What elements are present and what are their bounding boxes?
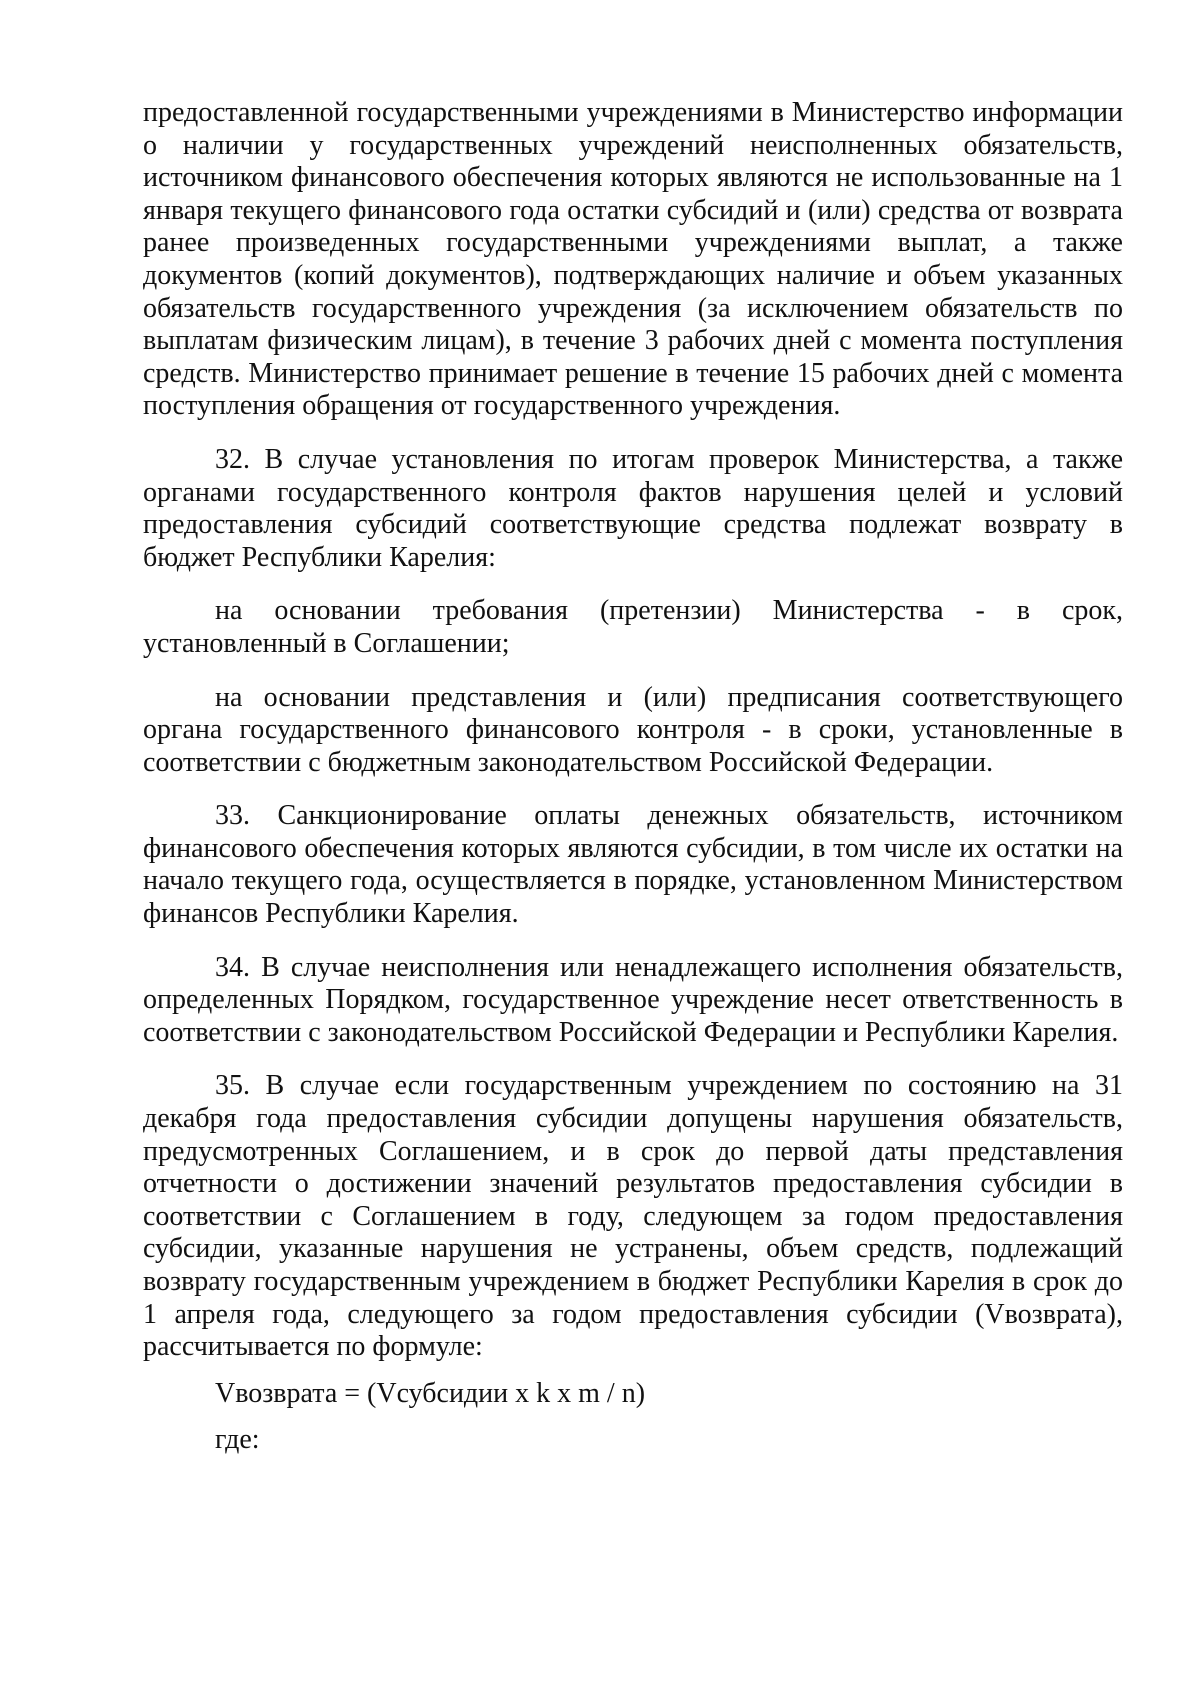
paragraph-33: 33. Санкционирование оплаты денежных обязательств, источником финансового обеспечения которых являются субсидии, в том числе их остатки на начало текущего года, осуществляется в порядке, установленном Министерством финансов Республики Карелия. — [143, 800, 1123, 930]
paragraph-34: 34. В случае неисполнения или ненадлежащего исполнения обязательств, определенных Порядком, государственное учреждение несет ответственность в соответствии с законодательством Российской Федерации и Республики Карелия. — [143, 951, 1123, 1048]
paragraph-continuation: предоставленной государственными учреждениями в Министерство информации о наличии у государственных учреждений неисполненных обязательств, источником финансового обеспечения которых являются не использованные на 1 января текущего финансового года остатки субсидий и (или) средства от возврата ранее произведенных государственными учреждениями выплат, а также документов (копий документов), подтверждающих наличие и объем указанных обязательств государственного учреждения (за исключением обязательств по выплатам физическим лицам), в течение 3 рабочих дней с момента поступления средств. Министерство принимает решение в течение 15 рабочих дней с момента поступления обращения от государственного учреждения. — [143, 97, 1123, 422]
paragraph-32: 32. В случае установления по итогам проверок Министерства, а также органами государственного контроля фактов нарушения целей и условий предоставления субсидий соответствующие средства подлежат возврату в бюджет Республики Карелия: — [143, 443, 1123, 573]
document-page — [143, 97, 1123, 1457]
paragraph-35: 35. В случае если государственным учреждением по состоянию на 31 декабря года предоставления субсидии допущены нарушения обязательств, предусмотренных Соглашением, и в срок до первой даты представления отчетности о достижении значений результатов предоставления субсидии в соответствии с Соглашением в году, следующем за годом предоставления субсидии, указанные нарушения не устранены, объем средств, подлежащий возврату государственным учреждением в бюджет Республики Карелия в срок до 1 апреля года, следующего за годом предоставления субсидии (Vвозврата), рассчитывается по формуле: — [143, 1070, 1123, 1363]
formula: Vвозврата = (Vсубсидии x k x m / n) — [215, 1377, 646, 1409]
formula-where-label: где: — [215, 1424, 260, 1456]
paragraph-32-order: на основании представления и (или) предписания соответствующего органа государственного финансового контроля - в сроки, установленные в соответствии с бюджетным законодательством Российской Федерации. — [143, 681, 1123, 778]
paragraph-32-claim: на основании требования (претензии) Министерства - в срок, установленный в Соглашении; — [143, 595, 1123, 659]
